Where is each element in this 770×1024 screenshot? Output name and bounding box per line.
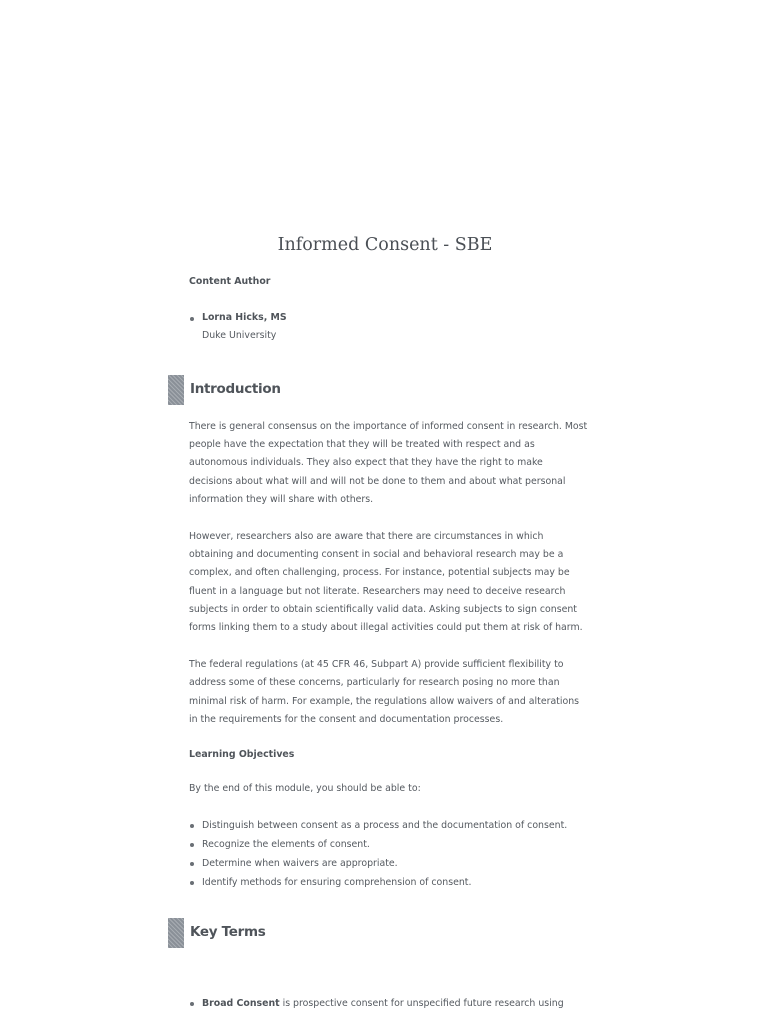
learning-objectives-intro: By the end of this module, you should be able to: — [189, 783, 421, 795]
author-name: Lorna Hicks, MS — [202, 312, 287, 323]
section-marker-icon — [168, 918, 184, 948]
bullet-icon — [190, 317, 194, 321]
objective-text: Determine when waivers are appropriate. — [202, 858, 398, 870]
page-title: Informed Consent - SBE — [277, 235, 493, 255]
list-item — [189, 994, 589, 1013]
author-list — [189, 309, 589, 345]
section-marker-icon — [168, 375, 184, 405]
intro-paragraph: There is general consensus on the importance of informed consent in research. Most people have the expectation that they will be treated with respect and as autonomous individuals. They also expect that they have the right to make decisions about what will and will not be done to them and about what personal information they will share with others. — [189, 421, 588, 505]
list-item — [189, 816, 589, 835]
content-author-label: Content Author — [189, 276, 271, 287]
section-header-key-terms — [189, 918, 589, 948]
section-title: Introduction — [190, 381, 281, 397]
intro-paragraph: The federal regulations (at 45 CFR 46, Subpart A) provide sufficient flexibility to address some of these concerns, particularly for research posing no more than minimal risk of harm. For example, the regulations allow waivers of and alterations in the requirements for the consent and documentation processes. — [189, 659, 580, 725]
intro-paragraph: However, researchers also are aware that there are circumstances in which obtaining and documenting consent in social and behavioral research may be a complex, and often challenging, process. For instance, potential subjects may be fluent in a language but not literate. Researchers may need to deceive research subjects in order to obtain scientifically valid data. Asking subjects to sign consent forms linking them to a study about illegal activities could put them at risk of harm. — [189, 531, 583, 634]
objective-text: Recognize the elements of consent. — [202, 839, 370, 851]
bullet-icon — [190, 824, 194, 828]
author-affiliation: Duke University — [202, 330, 277, 341]
objective-text: Identify methods for ensuring comprehension of consent. — [202, 877, 472, 889]
section-header-introduction — [189, 375, 589, 405]
key-term-definition: is prospective consent for unspecified future research using — [279, 998, 564, 1010]
objectives-list — [189, 816, 589, 892]
key-terms-list — [189, 994, 589, 1013]
bullet-icon — [190, 881, 194, 885]
bullet-icon — [190, 862, 194, 866]
list-item — [189, 854, 589, 873]
section-title: Key Terms — [190, 924, 266, 941]
bullet-icon — [190, 1002, 194, 1006]
list-item — [189, 309, 589, 345]
list-item — [189, 835, 589, 854]
list-item — [189, 873, 589, 892]
bullet-icon — [190, 843, 194, 847]
objective-text: Distinguish between consent as a process and the documentation of consent. — [202, 820, 568, 832]
document-page — [189, 233, 589, 1013]
learning-objectives-label: Learning Objectives — [189, 749, 295, 761]
key-term: Broad Consent — [202, 998, 280, 1010]
